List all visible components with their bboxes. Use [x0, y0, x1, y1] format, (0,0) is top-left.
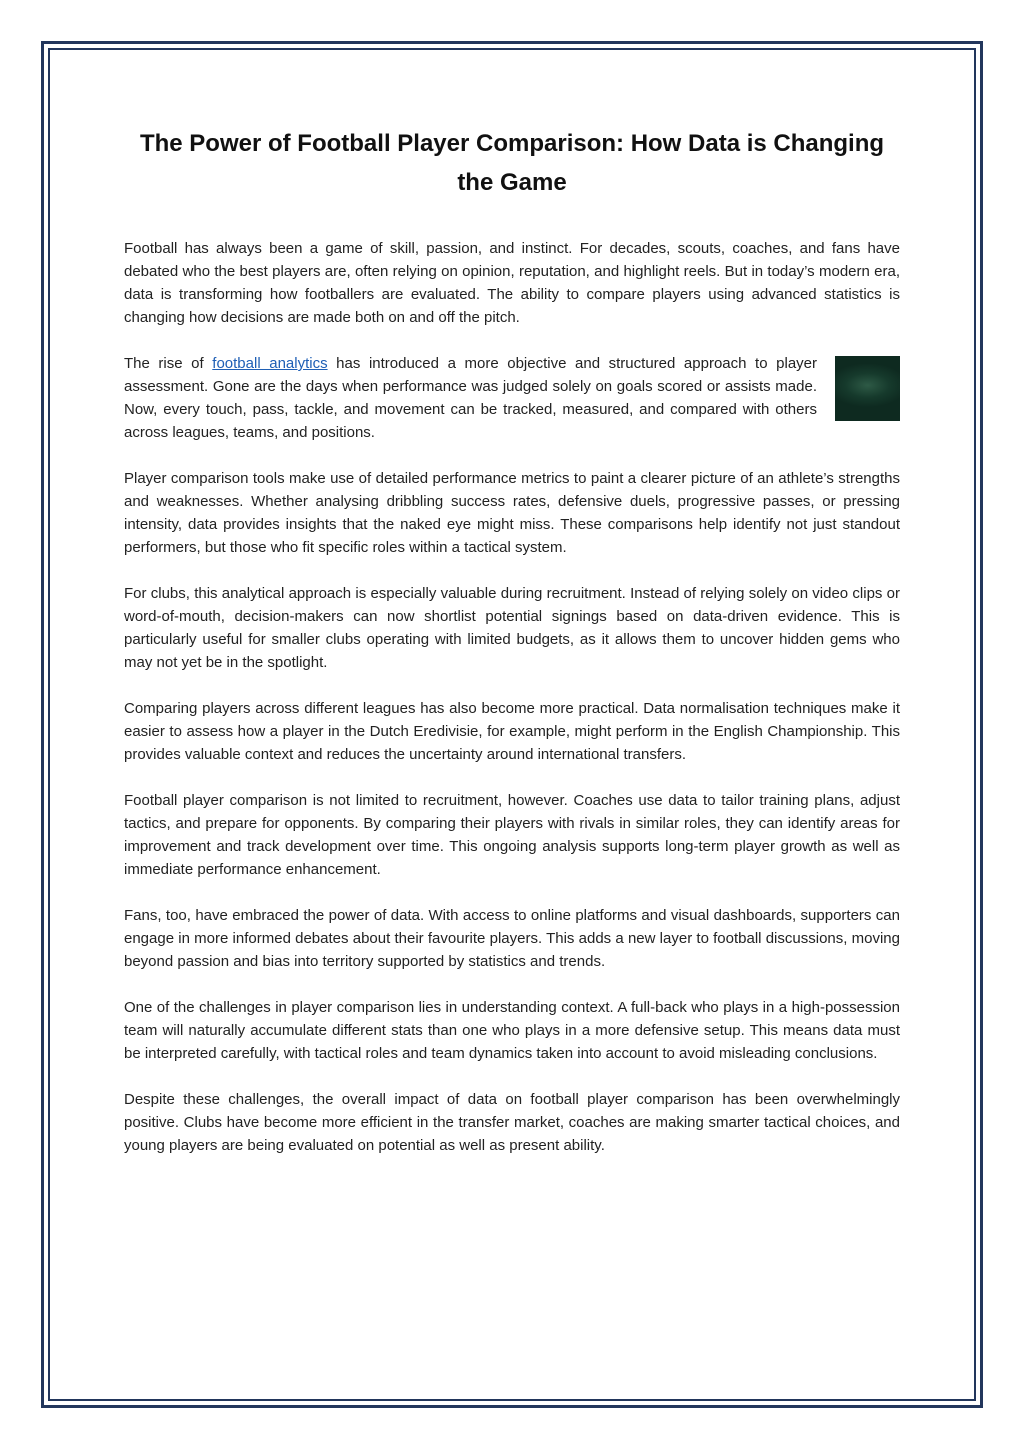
football-analytics-link[interactable]: football analytics: [212, 355, 328, 372]
paragraph-conclusion: Despite these challenges, the overall impact of data on football player comparison has been overwhelmingly positive. Clubs have become more efficient in the transfer market, coaches are making smarter tactical choices, and young players are being evaluated on potential as well as present ability.: [124, 1091, 900, 1154]
paragraph-analytics-lead: The rise of: [124, 355, 213, 372]
paragraph-analytics-rest: has introduced a more objective and structured approach to player assessment. Gone are the days when performance was judged solely on goals scored or assists made. Now, every touch, pass, tackle, and movement can be tracked, measured, and compared with others across leagues, teams, and positions.: [124, 355, 817, 441]
document-body: [124, 237, 900, 1180]
paragraph-challenges: One of the challenges in player comparison lies in understanding context. A full-back who plays in a high-possession team will naturally accumulate different stats than one who plays in a more defensive setup. This means data must be interpreted carefully, with tactical roles and team dynamics taken into account to avoid misleading conclusions.: [124, 999, 900, 1062]
paragraph-leagues: Comparing players across different leagues has also become more practical. Data normalisation techniques make it easier to assess how a player in the Dutch Eredivisie, for example, might perform in the English Championship. This provides valuable context and reduces the uncertainty around international transfers.: [124, 700, 900, 763]
document-title: The Power of Football Player Comparison: How Data is Changing the Game: [139, 130, 885, 196]
paragraph-recruitment: For clubs, this analytical approach is especially valuable during recruitment. Instead of relying solely on video clips or word-of-mouth, decision-makers can now shortlist potential signings based on data-driven evidence. This is particularly useful for smaller clubs operating with limited budgets, as it allows them to uncover hidden gems who may not yet be in the spotlight.: [124, 585, 900, 671]
paragraph-intro: Football has always been a game of skill, passion, and instinct. For decades, scouts, coaches, and fans have debated who the best players are, often relying on opinion, reputation, and highlight reels. But in today’s modern era, data is transforming how footballers are evaluated. The ability to compare players using advanced statistics is changing how decisions are made both on and off the pitch.: [124, 240, 900, 326]
football-analytics-thumbnail-image: [835, 356, 900, 421]
paragraph-analytics: [124, 352, 900, 444]
paragraph-fans: Fans, too, have embraced the power of data. With access to online platforms and visual dashboards, supporters can engage in more informed debates about their favourite players. This adds a new layer to football discussions, moving beyond passion and bias into territory supported by statistics and trends.: [124, 907, 900, 970]
paragraph-comparison-tools: Player comparison tools make use of detailed performance metrics to paint a clearer picture of an athlete’s strengths and weaknesses. Whether analysing dribbling success rates, defensive duels, progressive passes, or pressing intensity, data provides insights that the naked eye might miss. These comparisons help identify not just standout performers, but those who fit specific roles within a tactical system.: [124, 470, 900, 556]
paragraph-coaching: Football player comparison is not limited to recruitment, however. Coaches use data to tailor training plans, adjust tactics, and prepare for opponents. By comparing their players with rivals in similar roles, they can identify areas for improvement and track development over time. This ongoing analysis supports long-term player growth as well as immediate performance enhancement.: [124, 792, 900, 878]
